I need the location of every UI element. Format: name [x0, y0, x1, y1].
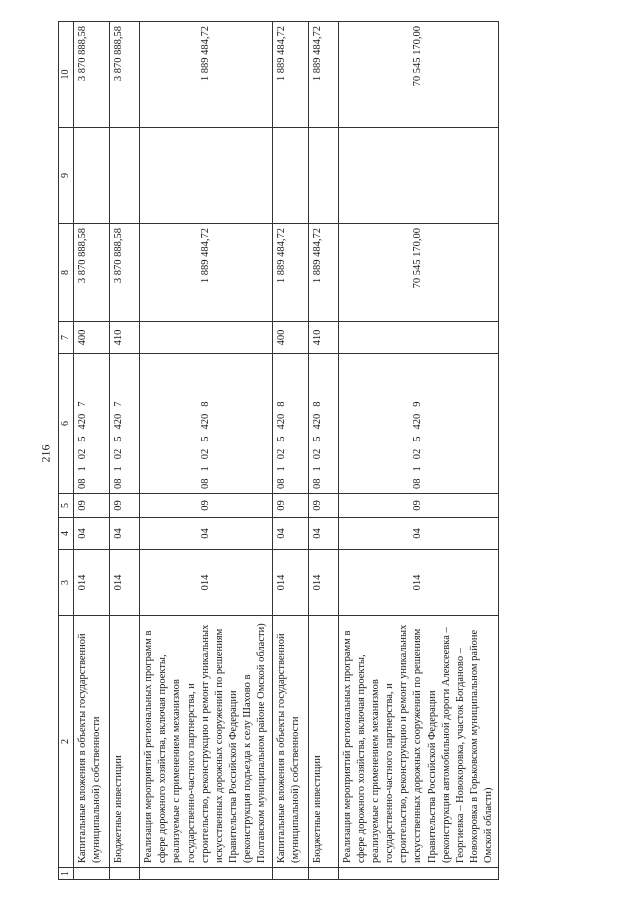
- table-body: [74, 22, 499, 880]
- cell-expense-type: [140, 322, 273, 354]
- cell-subsection: 09: [140, 494, 273, 518]
- target-article-part: 420: [412, 413, 424, 430]
- budget-table: [58, 21, 499, 880]
- col-header-5: 5: [59, 494, 74, 518]
- cell-target-article: [272, 354, 308, 494]
- cell-expense-type: 400: [74, 322, 110, 354]
- cell-expense-type: 410: [110, 322, 140, 354]
- cell-section: 04: [308, 518, 338, 550]
- target-article-part: 420: [275, 413, 287, 430]
- cell-col-1: [110, 868, 140, 880]
- target-article-part: 1: [275, 466, 287, 472]
- cell-name: Капитальные вложения в объекты государственной (муниципальной) собственности: [74, 616, 110, 868]
- cell-name: Бюджетные инвестиции: [110, 616, 140, 868]
- cell-amount-col9: [338, 128, 499, 224]
- col-header-3: 3: [59, 550, 74, 616]
- cell-target-article: [140, 354, 273, 494]
- col-header-9: 9: [59, 128, 74, 224]
- cell-target-article: [308, 354, 338, 494]
- table-row: [110, 22, 140, 880]
- table-row: [308, 22, 338, 880]
- col-header-1: 1: [59, 868, 74, 880]
- table-row: [74, 22, 110, 880]
- target-article-part: 1: [77, 466, 88, 472]
- table-row: [272, 22, 308, 880]
- cell-amount-col10: 1 889 484,72: [308, 22, 338, 128]
- target-article-part: 02: [113, 448, 124, 460]
- target-article-part: 5: [275, 436, 287, 442]
- target-article-part: 9: [412, 401, 424, 407]
- target-article-part: 5: [311, 436, 323, 442]
- col-header-6: 6: [59, 354, 74, 494]
- cell-col-1: [308, 868, 338, 880]
- page-number: 216: [38, 444, 53, 463]
- table-row: [338, 22, 499, 880]
- cell-target-article: [74, 354, 110, 494]
- col-header-2: 2: [59, 616, 74, 868]
- cell-expense-type: 410: [308, 322, 338, 354]
- target-article-part: 8: [199, 401, 211, 407]
- cell-name: Реализация мероприятий региональных программ в сфере дорожного хозяйства, включая проекты, реализуемые с применением механизмов государственно-частного партнерства, и строительство, реконструкцию и ремонт уникальных искусственных дорожных сооружений по решениям Правительства Российской Федерации (реконструкция подъезда к селу Шахово в Полтавском муниципальном районе Омской области): [140, 616, 273, 868]
- cell-amount-col10: 3 870 888,58: [110, 22, 140, 128]
- target-article-part: 02: [199, 448, 211, 460]
- target-article-part: 5: [113, 436, 124, 442]
- cell-amount-col8: 1 889 484,72: [272, 224, 308, 322]
- cell-subsection: 09: [272, 494, 308, 518]
- target-article-part: 5: [199, 436, 211, 442]
- cell-section: 04: [110, 518, 140, 550]
- target-article-part: 02: [275, 448, 287, 460]
- cell-section: 04: [74, 518, 110, 550]
- target-article-part: 08: [199, 478, 211, 489]
- target-article-part: 08: [412, 478, 424, 489]
- cell-amount-col9: [74, 128, 110, 224]
- target-article-part: 7: [77, 401, 88, 407]
- cell-col-1: [74, 868, 110, 880]
- cell-col-1: [140, 868, 273, 880]
- target-article-part: 7: [113, 401, 124, 407]
- col-header-10: 10: [59, 22, 74, 128]
- col-header-8: 8: [59, 224, 74, 322]
- target-article-part: 08: [113, 478, 124, 489]
- target-article-part: 8: [275, 401, 287, 407]
- cell-name: Бюджетные инвестиции: [308, 616, 338, 868]
- target-article-part: 8: [311, 401, 323, 407]
- rotated-table-wrapper: [58, 22, 614, 880]
- target-article-part: 420: [113, 413, 124, 430]
- cell-amount-col8: 1 889 484,72: [140, 224, 273, 322]
- target-article-part: 02: [311, 448, 323, 460]
- target-article-part: 5: [412, 436, 424, 442]
- target-article-part: 1: [412, 466, 424, 472]
- cell-ministry-code: 014: [74, 550, 110, 616]
- target-article-part: 420: [77, 413, 88, 430]
- cell-subsection: 09: [74, 494, 110, 518]
- cell-amount-col9: [140, 128, 273, 224]
- cell-subsection: 09: [338, 494, 499, 518]
- target-article-part: 420: [311, 413, 323, 430]
- cell-amount-col9: [110, 128, 140, 224]
- cell-amount-col9: [308, 128, 338, 224]
- col-header-7: 7: [59, 322, 74, 354]
- target-article-part: 02: [412, 448, 424, 460]
- target-article-part: 1: [311, 466, 323, 472]
- table-row: [140, 22, 273, 880]
- cell-section: 04: [140, 518, 273, 550]
- cell-ministry-code: 014: [140, 550, 273, 616]
- header-row: [59, 22, 74, 880]
- cell-col-1: [272, 868, 308, 880]
- cell-expense-type: 400: [272, 322, 308, 354]
- col-header-4: 4: [59, 518, 74, 550]
- cell-name: Реализация мероприятий региональных программ в сфере дорожного хозяйства, включая проекты, реализуемые с применением механизмов государственно-частного партнерства, и строительство, реконструкцию и ремонт уникальных искусственных дорожных сооружений по решениям Правительства Российской Федерации (реконструкция автомобильной дороги Алексеевка – Георгиевка – Новокopoвка, участок Богдановo – Новокopoвкa в Горьковском муниципальном районе Омской области): [338, 616, 499, 868]
- cell-name: Капитальные вложения в объекты государственной (муниципальной) собственности: [272, 616, 308, 868]
- cell-amount-col8: 3 870 888,58: [74, 224, 110, 322]
- cell-amount-col10: 1 889 484,72: [272, 22, 308, 128]
- target-article-part: 08: [77, 478, 88, 489]
- cell-amount-col8: 3 870 888,58: [110, 224, 140, 322]
- cell-amount-col10: 70 545 170,00: [338, 22, 499, 128]
- target-article-part: 08: [311, 478, 323, 489]
- cell-ministry-code: 014: [110, 550, 140, 616]
- cell-ministry-code: 014: [308, 550, 338, 616]
- cell-subsection: 09: [308, 494, 338, 518]
- cell-amount-col8: 1 889 484,72: [308, 224, 338, 322]
- cell-amount-col10: 3 870 888,58: [74, 22, 110, 128]
- cell-target-article: [110, 354, 140, 494]
- cell-section: 04: [338, 518, 499, 550]
- cell-expense-type: [338, 322, 499, 354]
- cell-col-1: [338, 868, 499, 880]
- target-article-part: 420: [199, 413, 211, 430]
- target-article-part: 5: [77, 436, 88, 442]
- cell-ministry-code: 014: [338, 550, 499, 616]
- target-article-part: 1: [113, 466, 124, 472]
- target-article-part: 1: [199, 466, 211, 472]
- target-article-part: 02: [77, 448, 88, 460]
- cell-amount-col10: 1 889 484,72: [140, 22, 273, 128]
- cell-section: 04: [272, 518, 308, 550]
- cell-ministry-code: 014: [272, 550, 308, 616]
- cell-amount-col9: [272, 128, 308, 224]
- cell-target-article: [338, 354, 499, 494]
- target-article-part: 08: [275, 478, 287, 489]
- cell-amount-col8: 70 545 170,00: [338, 224, 499, 322]
- cell-subsection: 09: [110, 494, 140, 518]
